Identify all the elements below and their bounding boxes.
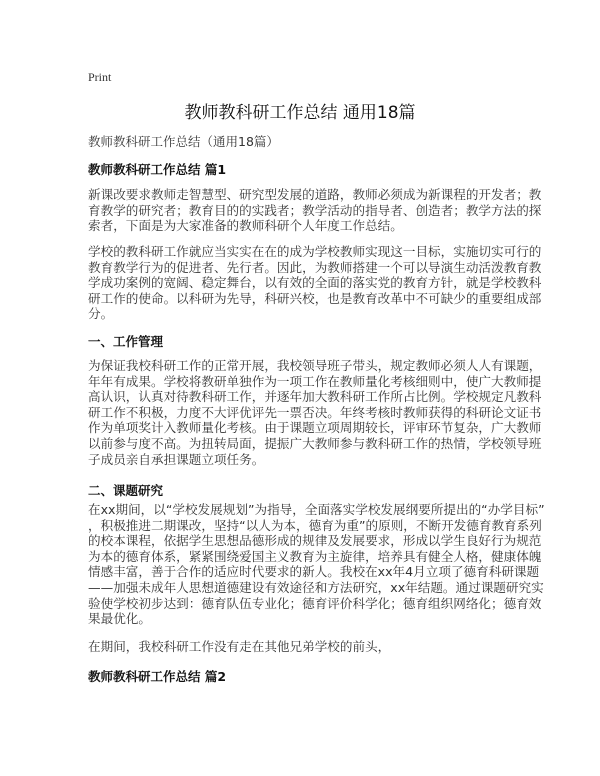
paragraph-line: 研工作的使命。以科研为先导，科研兴校，也是教育改革中不可缺少的重要组成部	[88, 290, 542, 306]
paragraph-mission	[88, 244, 541, 322]
paragraph-line: 果最优化。	[88, 611, 151, 627]
paragraph-line: 育教学的研究者；教育目的的实践者；教学活动的指导者、创造者；教学方法的探	[88, 202, 542, 218]
paragraph-line: ，积极推进二期课改，坚持“以人为本，德育为重”的原则，不断开发德育教育系列	[88, 517, 542, 533]
paragraph-work-management	[88, 358, 541, 467]
paragraph-line: 验使学校初步达到：德育队伍专业化；德育评价科学化；德育组织网络化；德育效	[88, 595, 542, 611]
paragraph-line: 的校本课程，依据学生思想品德形成的规律及发展要求，形成以学生良好行为规范	[88, 533, 542, 549]
paragraph-line: 新课改要求教师走智慧型、研究型发展的道路，教师必须成为新课程的开发者；教	[88, 187, 542, 202]
paragraph-closing	[88, 639, 390, 655]
paragraph-line: 分。	[88, 306, 114, 322]
paragraph-line: 情感丰富，善于合作的适应时代要求的新人。我校在xx年4月立项了德育科研课题	[88, 564, 540, 580]
paragraph-line: 在xx期间，以“学校发展规划”为指导，全面落实学校发展纲要所提出的“办学目标”	[88, 502, 545, 517]
paragraph-line: ——加强未成年人思想道德建设有效途径和方法研究，xx年结题。通过课题研究实	[88, 579, 544, 595]
section-heading-1: 教师教科研工作总结 篇1	[88, 162, 227, 177]
paragraph-line: 教育教学行为的促进者、先行者。因此，为教师搭建一个可以导演生动活泼教育教	[88, 259, 542, 275]
paragraph-research	[88, 502, 545, 627]
paragraph-line: 学校的教科研工作就应当实实在在的成为学校教师实现这一目标，实施切实可行的	[88, 244, 542, 259]
paragraph-line: 为保证我校科研工作的正常开展，我校领导班子带头，规定教师必须人人有课题，	[88, 358, 542, 373]
paragraph-line: 研工作不积极，力度不大评优评先一票否决。年终考核时教师获得的科研论文证书	[88, 404, 542, 420]
paragraph-line: 学成功案例的宽阔、稳定舞台，以有效的全面的落实党的教育方针，就是学校教科	[88, 275, 542, 291]
paragraph-intro	[88, 187, 541, 234]
paragraph-line: 在期间，我校科研工作没有走在其他兄弟学校的前头，	[88, 639, 391, 654]
paragraph-line: 为本的德育体系，紧紧围绕爱国主义教育为主旋律，培养具有健全人格，健康体魄	[88, 548, 542, 564]
print-link[interactable]: Print	[88, 70, 112, 84]
page-title: 教师教科研工作总结 通用18篇	[184, 103, 416, 123]
paragraph-line: 作为单项奖计入教师量化考核。由于课题立项周期较长，评审环节复杂，广大教师	[88, 420, 542, 436]
heading-work-management: 一、工作管理	[88, 334, 164, 349]
section-heading-2: 教师教科研工作总结 篇2	[88, 669, 227, 684]
paragraph-line: 索者，下面是为大家准备的教师科研个人年度工作总结。	[88, 218, 403, 234]
paragraph-line: 以前参与度不高。为扭转局面，提振广大教师参与教科研工作的热情，学校领导班	[88, 435, 542, 451]
paragraph-line: 年年有成果。学校将教研单独作为一项工作在教师量化考核细则中，使广大教师提	[88, 373, 542, 389]
document-subtitle: 教师教科研工作总结（通用18篇）	[88, 134, 279, 149]
paragraph-line: 高认识，认真对待教科研工作，并逐年加大教科研工作所占比例。学校规定凡教科	[88, 389, 542, 405]
heading-research: 二、课题研究	[88, 483, 164, 498]
paragraph-line: 子成员亲自承担课题立项任务。	[88, 451, 265, 467]
